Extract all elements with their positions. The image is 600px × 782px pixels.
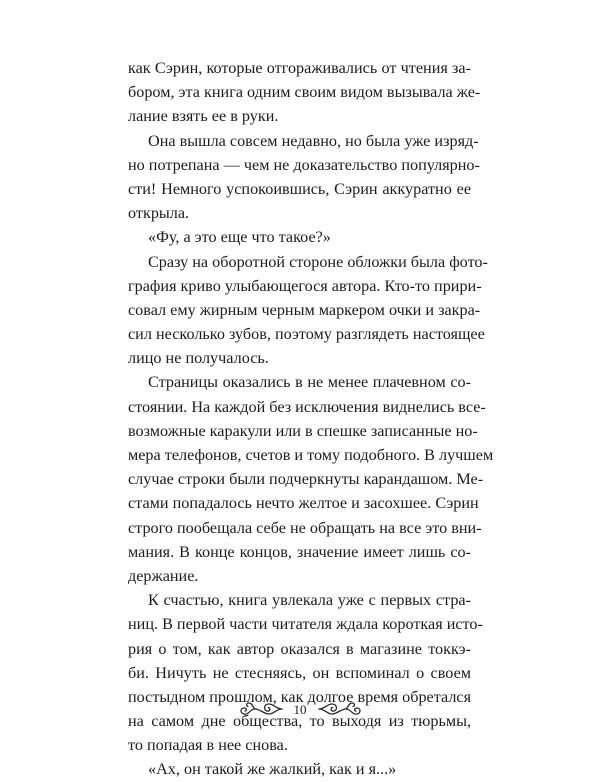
text-line: бором, эта книга одним своим видом вызывала же- — [128, 83, 481, 102]
text-line: на самом дне общества, то выходя из тюрьмы, — [128, 712, 471, 731]
text-line: возможные каракули или в спешке записанные но- — [128, 421, 478, 440]
text-line: би. Ничуть не стесняясь, он вспоминал о своем — [128, 663, 471, 682]
text-line: то попадая в нее снова. — [128, 736, 288, 755]
text-line: мера телефонов, счетов и тому подобного. В лучшем — [128, 446, 494, 464]
body-text — [128, 56, 494, 782]
text-line: но потрепана — чем не доказательство популярно- — [128, 155, 480, 174]
text-line: Сразу на оборотной стороне обложки была фото- — [148, 252, 488, 271]
page-footer — [0, 697, 600, 721]
text-line: стами попадалось нечто желтое и засохшее. Сэрин — [128, 494, 479, 513]
text-line: «Фу, а это еще что такое?» — [148, 228, 331, 247]
text-line: случае строки были подчеркнуты карандашом. Ме- — [128, 470, 484, 489]
text-line: строго пообещала себе не обращать на все это вни- — [128, 518, 482, 537]
page-number: 10 — [293, 701, 307, 717]
text-line: совал ему жирным черным маркером очки и закра- — [128, 300, 481, 319]
text-line: постыдном прошлом, как долгое время обретался — [128, 687, 472, 706]
text-line: сти! Немного успокоившись, Сэрин аккуратно ее — [128, 179, 471, 198]
flourish-ornament-icon — [238, 700, 284, 718]
text-line: стоянии. На каждой без исключения виднелись все- — [128, 397, 486, 416]
text-line: Она вышла совсем недавно, но была уже изряд- — [148, 131, 479, 150]
text-line: лицо не получалось. — [128, 349, 269, 368]
text-line: графия криво улыбающегося автора. Кто-то прири- — [128, 276, 482, 295]
flourish-ornament-icon — [317, 700, 363, 718]
text-line: ниц. В первой части читателя ждала короткая исто- — [128, 615, 483, 634]
text-line: сил несколько зубов, поэтому разглядеть настоящее — [128, 325, 485, 344]
text-line: «Ах, он такой же жалкий, как и я...» — [148, 760, 397, 779]
text-line: К счастью, книга увлекала уже с первых стра- — [148, 591, 471, 610]
text-line: лание взять ее в руки. — [128, 107, 279, 126]
text-line: рия о том, как автор оказался в магазине токкэ- — [128, 639, 471, 658]
text-line: Страницы оказались в не менее плачевном со- — [148, 373, 471, 392]
text-line: как Сэрин, которые отгораживались от чтения за- — [128, 59, 471, 77]
text-line: открыла. — [128, 204, 190, 223]
text-line: мания. В конце концов, значение имеет лишь со- — [128, 542, 471, 561]
text-line: держание. — [128, 566, 199, 585]
